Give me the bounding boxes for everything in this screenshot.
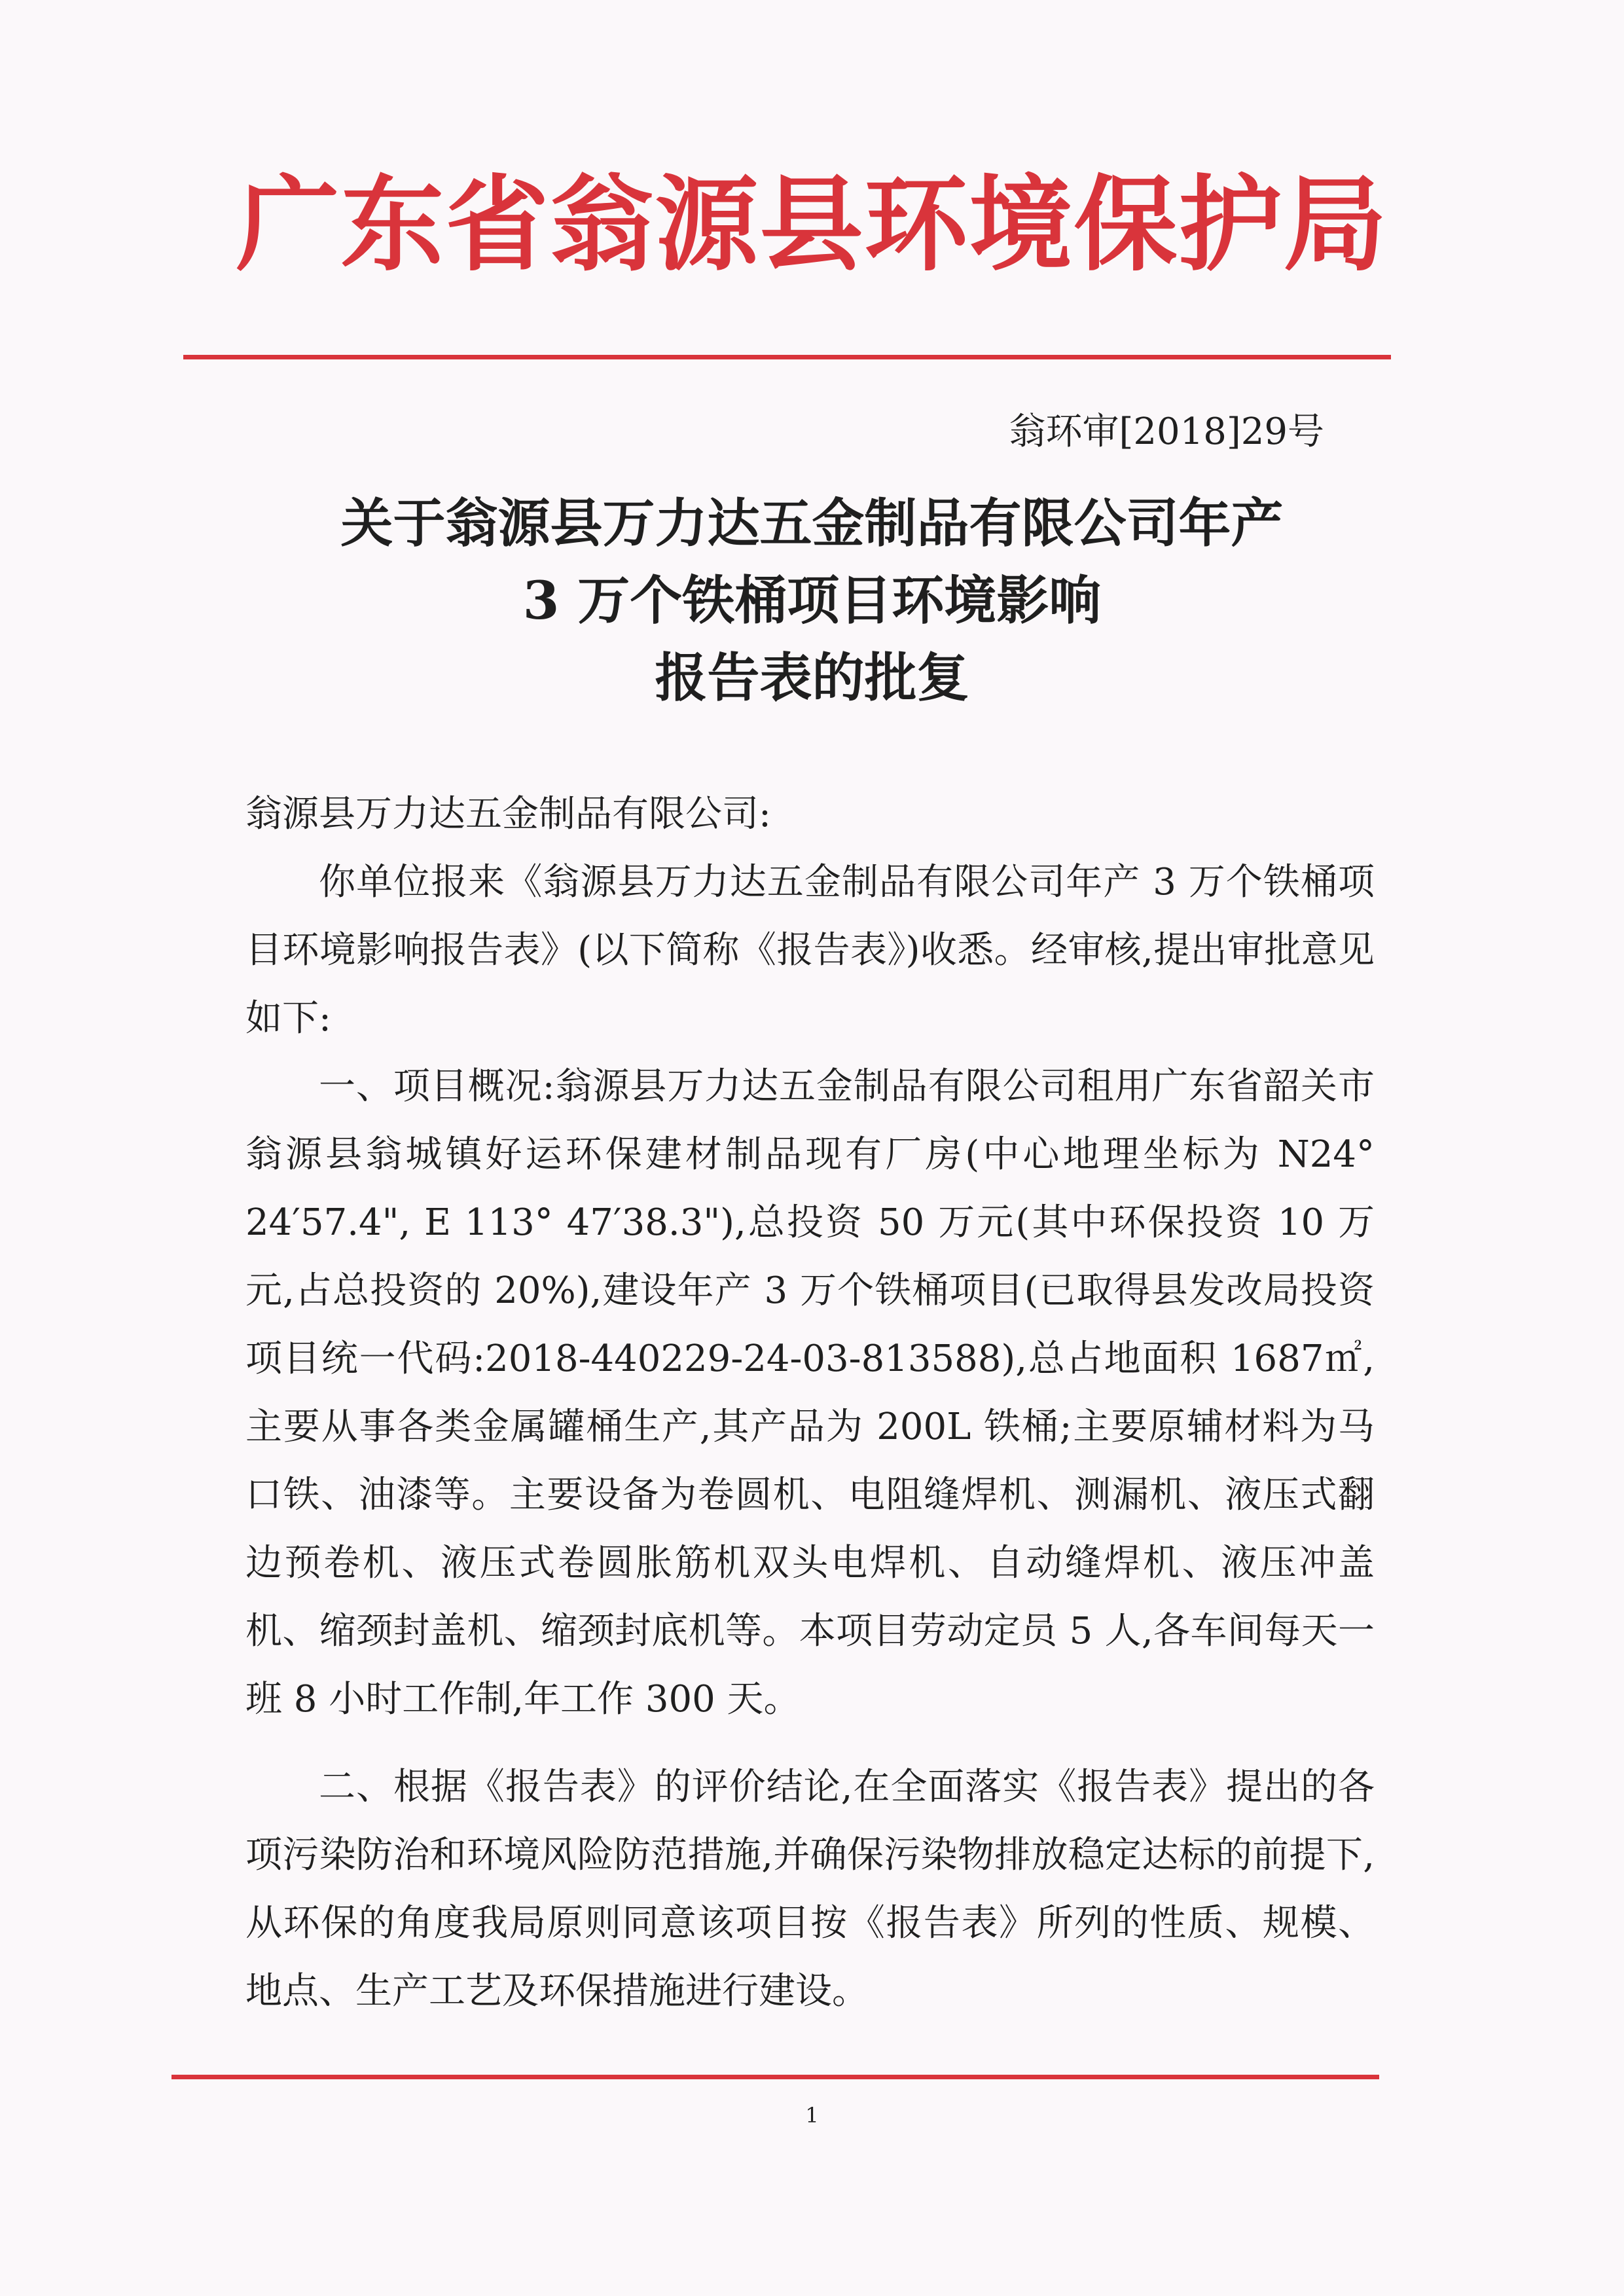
title-line-1: 关于翁源县万力达五金制品有限公司年产 bbox=[340, 492, 1284, 554]
letterhead-org-name: 广东省翁源县环境保护局 bbox=[236, 164, 1388, 285]
paragraph-item-1: 一、项目概况:翁源县万力达五金制品有限公司租用广东省韶关市翁源县翁城镇好运环保建材制品现有厂房(中心地理坐标为 N24° 24′57.4", E 113° 47′38.3"),总投资 50 万元(其中环保投资 10 万元,占总投资的 20%),建设年产 3 万个铁桶项目(已取得县发改局投资项目统一代码:2018-440229-24-03-813588),总占地面积 1687㎡,主要从事各类金属罐桶生产,其产品为 200L 铁桶;主要原辅材料为马口铁、油漆等。主要设备为卷圆机、电阻缝焊机、测漏机、液压式翻边预卷机、液压式卷圆胀筋机双头电焊机、自动缝焊机、液压冲盖机、缩颈封盖机、缩颈封底机等。本项目劳动定员 5 人,各车间每天一班 8 小时工作制,年工作 300 天。 bbox=[245, 1065, 1375, 1721]
footer-divider bbox=[171, 2075, 1379, 2079]
salutation: 翁源县万力达五金制品有限公司: bbox=[245, 793, 771, 835]
document-body bbox=[245, 780, 1375, 2026]
paragraph-intro: 你单位报来《翁源县万力达五金制品有限公司年产 3 万个铁桶项目环境影响报告表》(以下简称《报告表》)收悉。经审核,提出审批意见如下: bbox=[245, 861, 1375, 1040]
page-number: 1 bbox=[805, 2103, 819, 2128]
paragraph-item-2: 二、根据《报告表》的评价结论,在全面落实《报告表》提出的各项污染防治和环境风险防范措施,并确保污染物排放稳定达标的前提下,从环保的角度我局原则同意该项目按《报告表》所列的性质、规模、地点、生产工艺及环保措施进行建设。 bbox=[245, 1766, 1375, 2013]
title-line-3: 报告表的批复 bbox=[655, 647, 969, 708]
letterhead-divider bbox=[183, 355, 1391, 359]
title-line-2: 3 万个铁桶项目环境影响 bbox=[522, 570, 1102, 631]
document-number: 翁环审[2018]29号 bbox=[1009, 410, 1324, 453]
document-title bbox=[0, 484, 1624, 716]
